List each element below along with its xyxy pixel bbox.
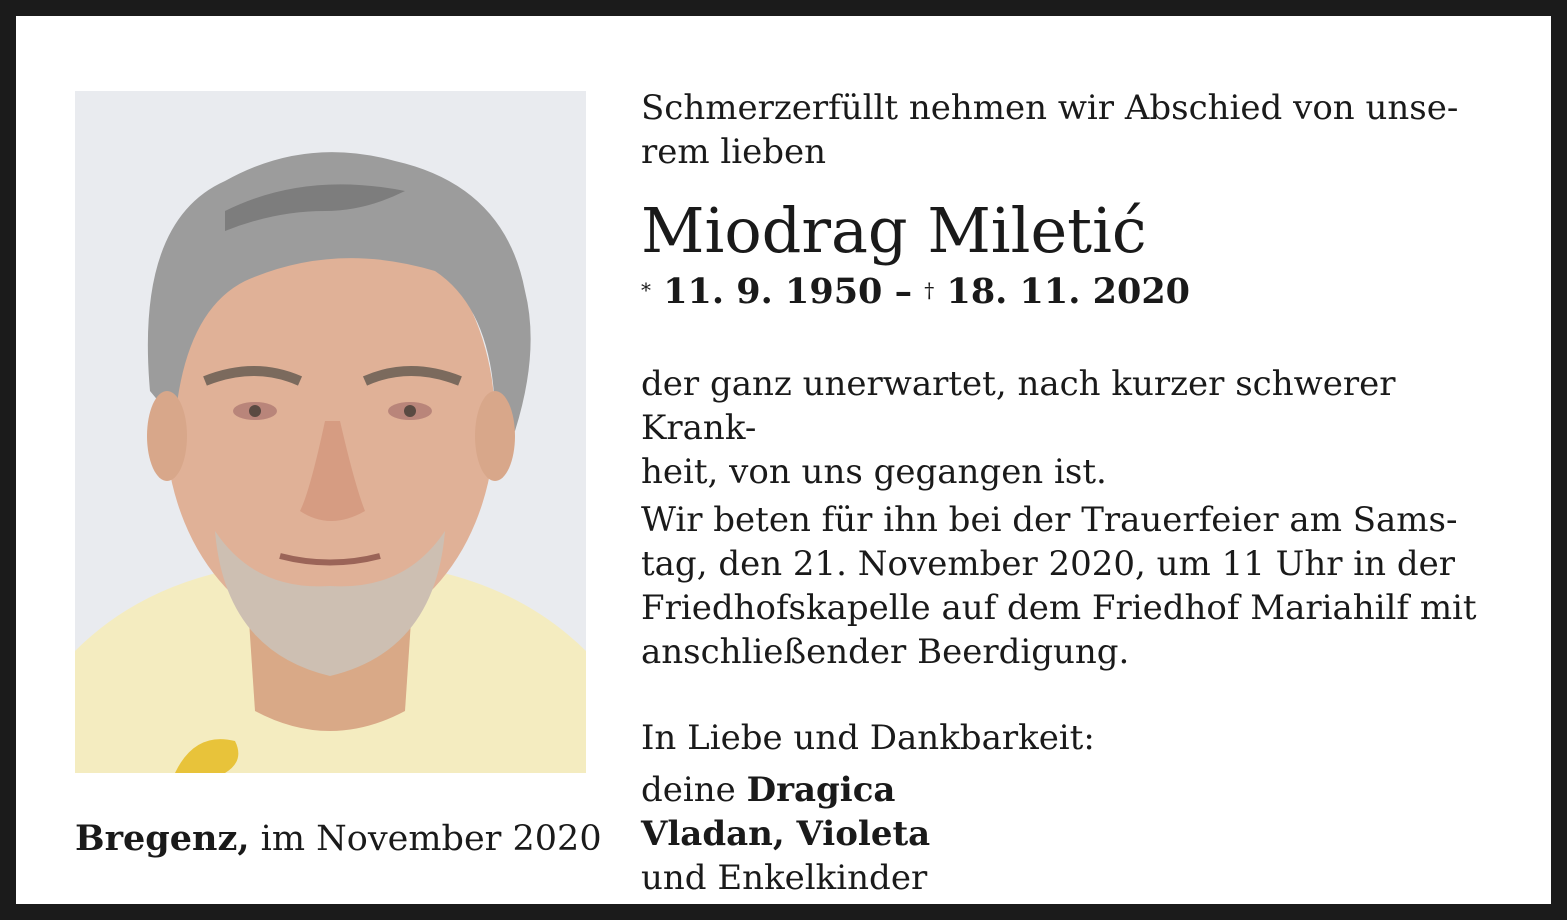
intro-line-1: Schmerzerfüllt nehmen wir Abschied von unse-: [641, 88, 1459, 128]
intro-line-2: rem lieben: [641, 132, 827, 172]
place-date: im November 2020: [249, 819, 602, 859]
thanks-text: In Liebe und Dankbarkeit:: [641, 718, 1095, 758]
family-name-1: Dragica: [746, 770, 896, 810]
date-separator: –: [894, 271, 913, 312]
death-symbol: †: [924, 278, 935, 302]
portrait-photo: [75, 91, 586, 773]
funeral-line-3: Friedhofskapelle auf dem Friedhof Mariahilf mit: [641, 588, 1477, 628]
place-name: Bregenz,: [75, 818, 250, 859]
funeral-line-4: anschließender Beerdigung.: [641, 632, 1130, 672]
birth-symbol: *: [641, 278, 651, 302]
passing-text: [641, 362, 1499, 494]
funeral-line-1: Wir beten für ihn bei der Trauerfeier am Sams-: [641, 500, 1458, 540]
place-and-date: [75, 818, 602, 860]
funeral-line-2: tag, den 21. November 2020, um 11 Uhr in der: [641, 544, 1456, 584]
family-prefix: deine: [641, 770, 747, 810]
intro-text: [641, 86, 1499, 174]
passing-line-1: der ganz unerwartet, nach kurzer schwerer Krank-: [641, 364, 1396, 448]
family-line-2: [641, 812, 1499, 856]
family-line-1: [641, 768, 1499, 812]
deceased-name: Miodrag Miletić: [641, 194, 1147, 267]
funeral-text: [641, 498, 1499, 674]
family-list: [641, 768, 1499, 900]
life-dates: [641, 270, 1499, 314]
family-line-3: und Enkelkinder: [641, 858, 928, 898]
obituary-card: [16, 16, 1551, 904]
family-name-2: Vladan, Violeta: [641, 814, 931, 854]
notice-text-column: [641, 86, 1499, 900]
birth-date: 11. 9. 1950: [663, 271, 883, 312]
passing-line-2: heit, von uns gegangen ist.: [641, 452, 1107, 492]
portrait-image: [75, 91, 586, 773]
death-date: 18. 11. 2020: [946, 271, 1191, 312]
